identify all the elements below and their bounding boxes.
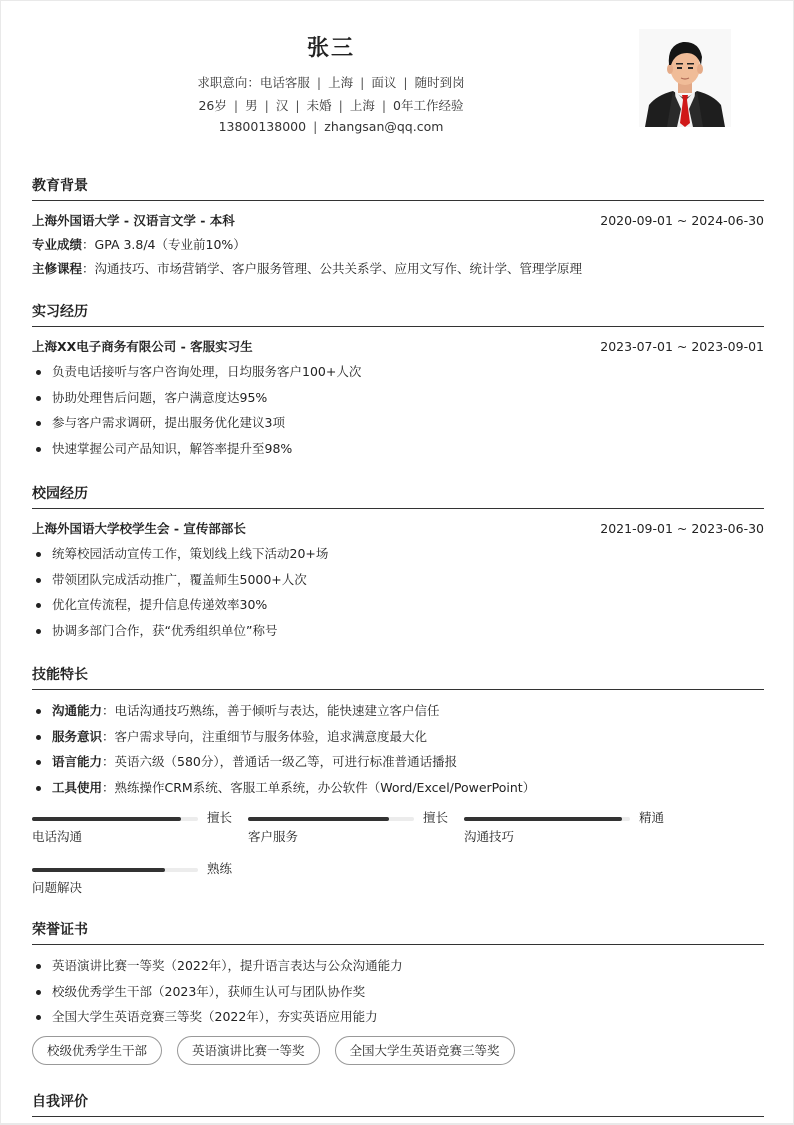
section-title: 教育背景: [32, 175, 764, 201]
list-item: 英语演讲比赛一等奖（2022年），提升语言表达与公众沟通能力: [32, 953, 764, 979]
skill-level: 熟练: [207, 861, 233, 876]
job-intent-line: 求职意向：电话客服 | 上海 | 面议 | 随时到岗: [197, 75, 465, 90]
skill-name: 电话沟通: [32, 829, 83, 844]
skill-bar: [32, 808, 232, 852]
list-item: 服务意识：客户需求导向，注重细节与服务体验，追求满意度最大化: [32, 724, 764, 750]
section-title: 自我评价: [32, 1091, 764, 1117]
honor-tag: 校级优秀学生干部: [32, 1036, 162, 1065]
company-role: 上海XX电子商务有限公司 - 客服实习生: [32, 339, 253, 354]
courses-row: 主修课程：沟通技巧、市场营销学、客户服务管理、公共关系学、应用文写作、统计学、管理学原理: [32, 261, 583, 276]
school-degree: 上海外国语大学 - 汉语言文学 - 本科: [32, 213, 235, 228]
skill-bar-fill: [464, 817, 622, 821]
honors-bullets: [32, 953, 764, 1030]
skill-bar: [464, 808, 664, 852]
phone-number: 13800138000: [218, 119, 307, 134]
avatar-portrait-icon: [639, 29, 731, 127]
section-internship: [32, 301, 764, 461]
section-campus: [32, 483, 764, 643]
list-item: 工具使用：熟练操作CRM系统、客服工单系统，办公软件（Word/Excel/PowerPoint）: [32, 775, 764, 801]
section-self-evaluation: [32, 1091, 764, 1125]
date-range: 2021-09-01 ~ 2023-06-30: [600, 521, 764, 536]
internship-bullets: [32, 359, 764, 461]
list-item: 参与客户需求调研，提出服务优化建议3项: [32, 410, 764, 436]
education-entry: [32, 209, 764, 233]
contact-line: 13800138000 | zhangsan@qq.com: [218, 119, 444, 134]
list-item: 负责电话接听与客户咨询处理，日均服务客户100+人次: [32, 359, 764, 385]
section-title: 校园经历: [32, 483, 764, 509]
list-item: 全国大学生英语竞赛三等奖（2022年），夯实英语应用能力: [32, 1004, 764, 1030]
list-item: 统筹校园活动宣传工作，策划线上线下活动20+场: [32, 541, 764, 567]
skill-bar-fill: [32, 817, 181, 821]
list-item: 沟通能力：电话沟通技巧熟练，善于倾听与表达，能快速建立客户信任: [32, 698, 764, 724]
list-item: 协助处理售后问题，客户满意度达95%: [32, 385, 764, 411]
internship-entry: [32, 335, 764, 359]
resume-page: [1, 1, 793, 1123]
section-title: 技能特长: [32, 664, 764, 690]
skill-name: 客户服务: [248, 829, 299, 844]
date-range: 2020-09-01 ~ 2024-06-30: [600, 213, 764, 228]
skill-name: 问题解决: [32, 880, 83, 895]
honor-tag: 英语演讲比赛一等奖: [177, 1036, 320, 1065]
skill-bar-fill: [248, 817, 389, 821]
list-item: 校级优秀学生干部（2023年），获师生认可与团队协作奖: [32, 979, 764, 1005]
date-range: 2023-07-01 ~ 2023-09-01: [600, 339, 764, 354]
list-item: 协调多部门合作，获“优秀组织单位”称号: [32, 618, 764, 644]
gpa-row: 专业成绩：GPA 3.8/4（专业前10%）: [32, 237, 246, 252]
honor-tag: 全国大学生英语竞赛三等奖: [335, 1036, 515, 1065]
org-role: 上海外国语大学校学生会 - 宣传部部长: [32, 521, 246, 536]
email-address: zhangsan@qq.com: [324, 119, 444, 134]
skill-bar: [32, 859, 232, 903]
section-education: [32, 175, 764, 281]
skills-bullets: [32, 698, 764, 800]
section-title: 荣誉证书: [32, 919, 764, 945]
personal-info-line: 26岁 | 男 | 汉 | 未婚 | 上海 | 0年工作经验: [198, 98, 464, 113]
section-skills: [32, 664, 764, 800]
list-item: 带领团队完成活动推广，覆盖师生5000+人次: [32, 567, 764, 593]
skill-bar: [248, 808, 448, 852]
list-item: 语言能力：英语六级（580分），普通话一级乙等，可进行标准普通话播报: [32, 749, 764, 775]
list-item: 快速掌握公司产品知识，解答率提升至98%: [32, 436, 764, 462]
candidate-name: 张三: [306, 36, 355, 61]
section-honors: [32, 919, 764, 1065]
skill-bar-fill: [32, 868, 165, 872]
list-item: 优化宣传流程，提升信息传递效率30%: [32, 592, 764, 618]
skill-level: 擅长: [207, 810, 233, 825]
skill-level: 擅长: [423, 810, 449, 825]
resume-header: [1, 1, 793, 151]
campus-entry: [32, 517, 764, 541]
honor-tags: [32, 1036, 764, 1065]
section-title: 实习经历: [32, 301, 764, 327]
skill-name: 沟通技巧: [464, 829, 515, 844]
skill-level: 精通: [639, 810, 665, 825]
avatar: [639, 29, 731, 127]
campus-bullets: [32, 541, 764, 643]
